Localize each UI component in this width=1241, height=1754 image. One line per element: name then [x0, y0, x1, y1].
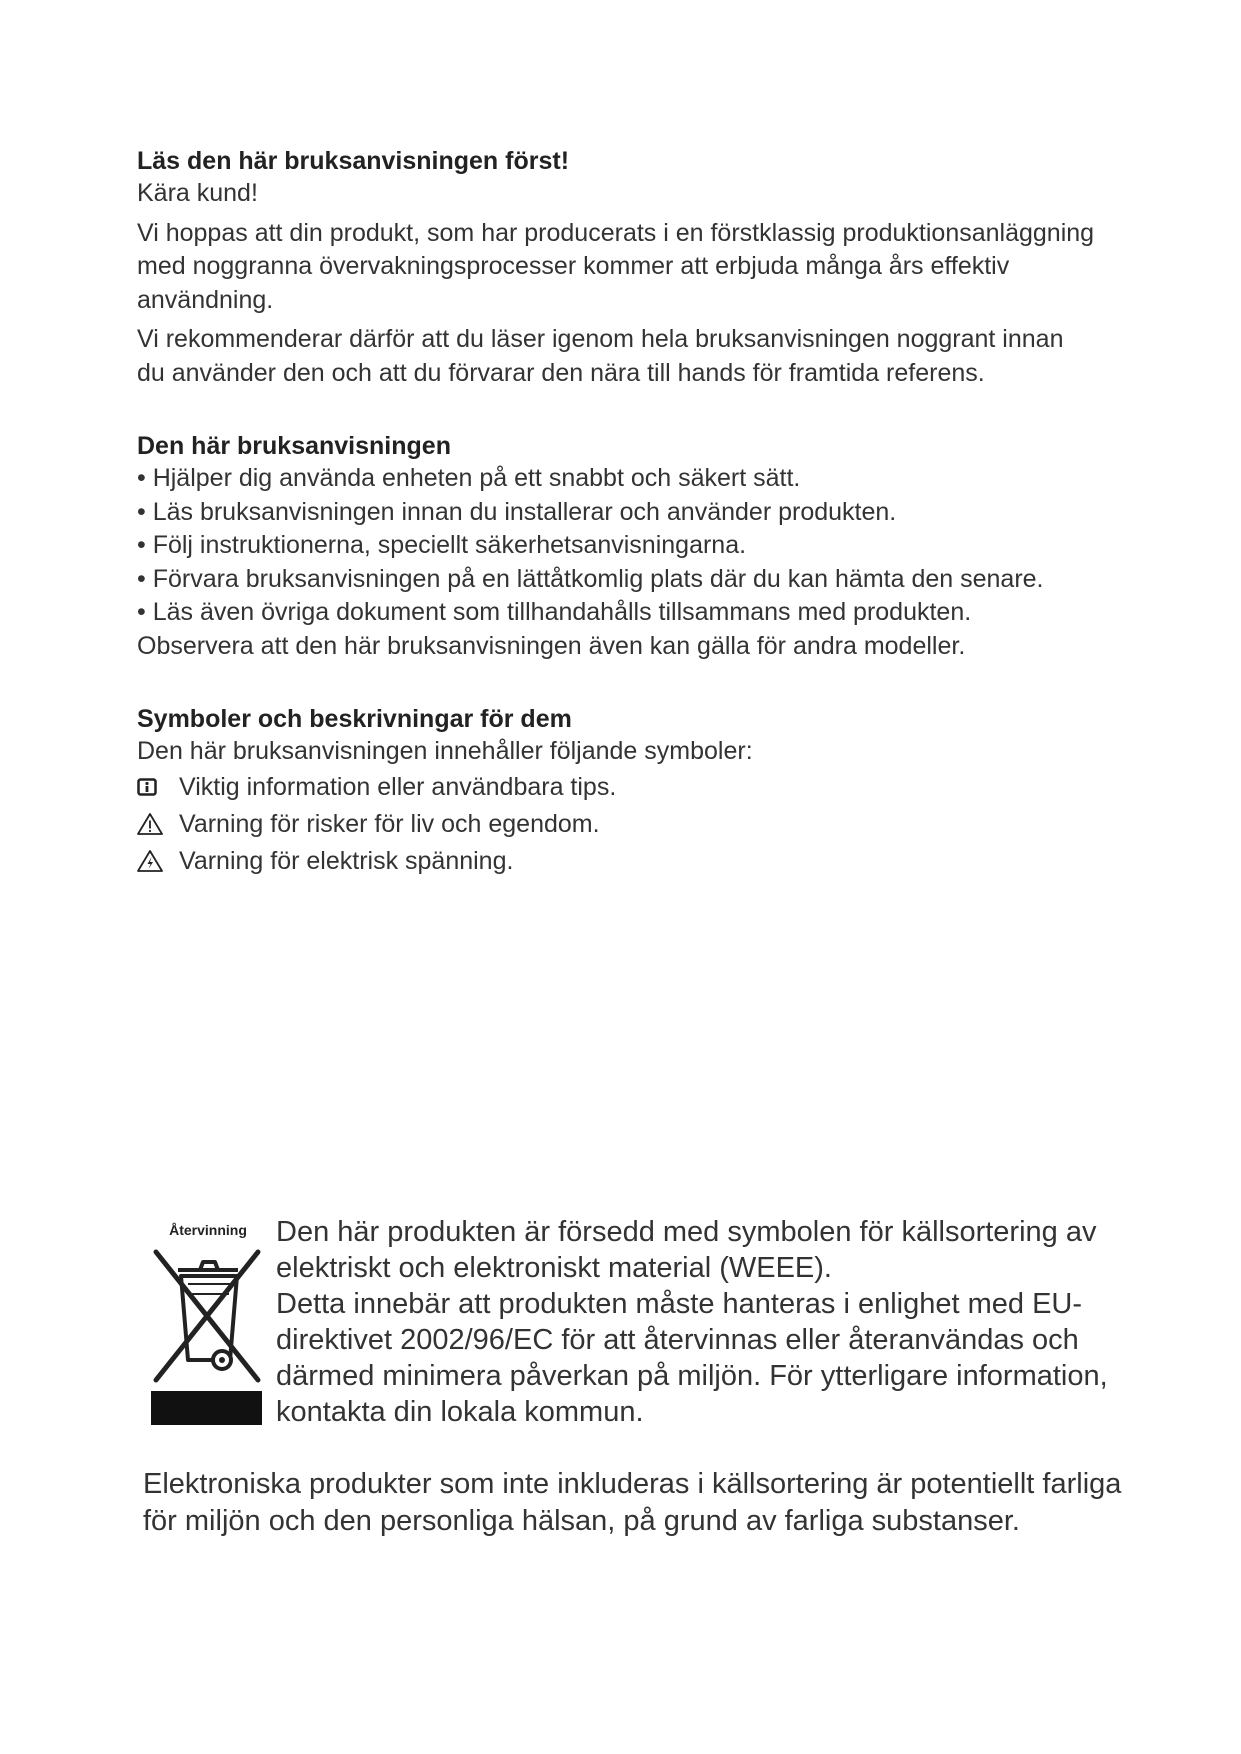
symbol-text-warning-electric: Varning för elektrisk spänning.: [179, 846, 514, 875]
weee-text-line1: Den här produkten är försedd med symbolen för källsortering av elektriskt och elektroniskt material (WEEE).: [276, 1216, 1097, 1284]
symbols-intro: Den här bruksanvisningen innehåller följande symboler:: [137, 737, 753, 765]
symbol-row-electric: [137, 843, 1097, 880]
symbol-row-info: [137, 769, 1097, 806]
manual-bullet: • Hjälper dig använda enheten på ett snabbt och säkert sätt.: [137, 464, 801, 492]
symbols-heading: Symboler och beskrivningar för dem: [137, 705, 572, 733]
manual-note: Observera att den här bruksanvisningen även kan gälla för andra modeller.: [137, 631, 966, 660]
weee-symbol: [148, 1222, 268, 1432]
manual-bullet: • Läs bruksanvisningen innan du installerar och använder produkten.: [137, 497, 897, 526]
weee-black-bar: [151, 1391, 262, 1425]
manual-bullet: • Följ instruktionerna, speciellt säkerhetsanvisningarna.: [137, 531, 747, 559]
weee-text: [276, 1214, 1126, 1430]
weee-label: Återvinning: [169, 1222, 247, 1238]
warning-icon: [137, 811, 167, 837]
intro-paragraph-1: Vi hoppas att din produkt, som har producerats i en förstklassig produktionsanläggning med noggranna övervakningsprocesser kommer att erbjuda många års effektiv användning.: [137, 218, 1095, 314]
intro-paragraph-2: Vi rekommenderar därför att du läser igenom hela bruksanvisningen noggrant innan du använder den och att du förvarar den nära till hands för framtida referens.: [137, 325, 1064, 387]
symbol-text-warning-life: Varning för risker för liv och egendom.: [179, 809, 600, 838]
crossed-bin-icon: [148, 1242, 268, 1402]
manual-bullet: • Läs även övriga dokument som tillhandahålls tillsammans med produkten.: [137, 598, 972, 626]
intro-heading: Läs den här bruksanvisningen först!: [137, 147, 570, 175]
content: [137, 145, 1097, 880]
manual-bullet: • Förvara bruksanvisningen på en lättåtkomlig plats där du kan hämta den senare.: [137, 564, 1044, 593]
closing-paragraph: Elektroniska produkter som inte inkluderas i källsortering är potentiellt farliga för miljön och den personliga hälsan, på grund av farliga substanser.: [143, 1468, 1122, 1537]
weee-text-line2: Detta innebär att produkten måste hanteras i enlighet med EU-direktivet 2002/96/EC för att återvinnas eller återanvändas och därmed minimera påverkan på miljön. För ytterligare information, kontakta din lokala kommun.: [276, 1288, 1108, 1428]
manual-heading: Den här bruksanvisningen: [137, 432, 451, 460]
info-icon: [137, 774, 167, 800]
symbol-row-warning: [137, 806, 1097, 843]
symbol-text-info: Viktig information eller användbara tips.: [179, 772, 617, 801]
greeting: Kära kund!: [137, 179, 258, 207]
warning-icon: [137, 848, 167, 874]
